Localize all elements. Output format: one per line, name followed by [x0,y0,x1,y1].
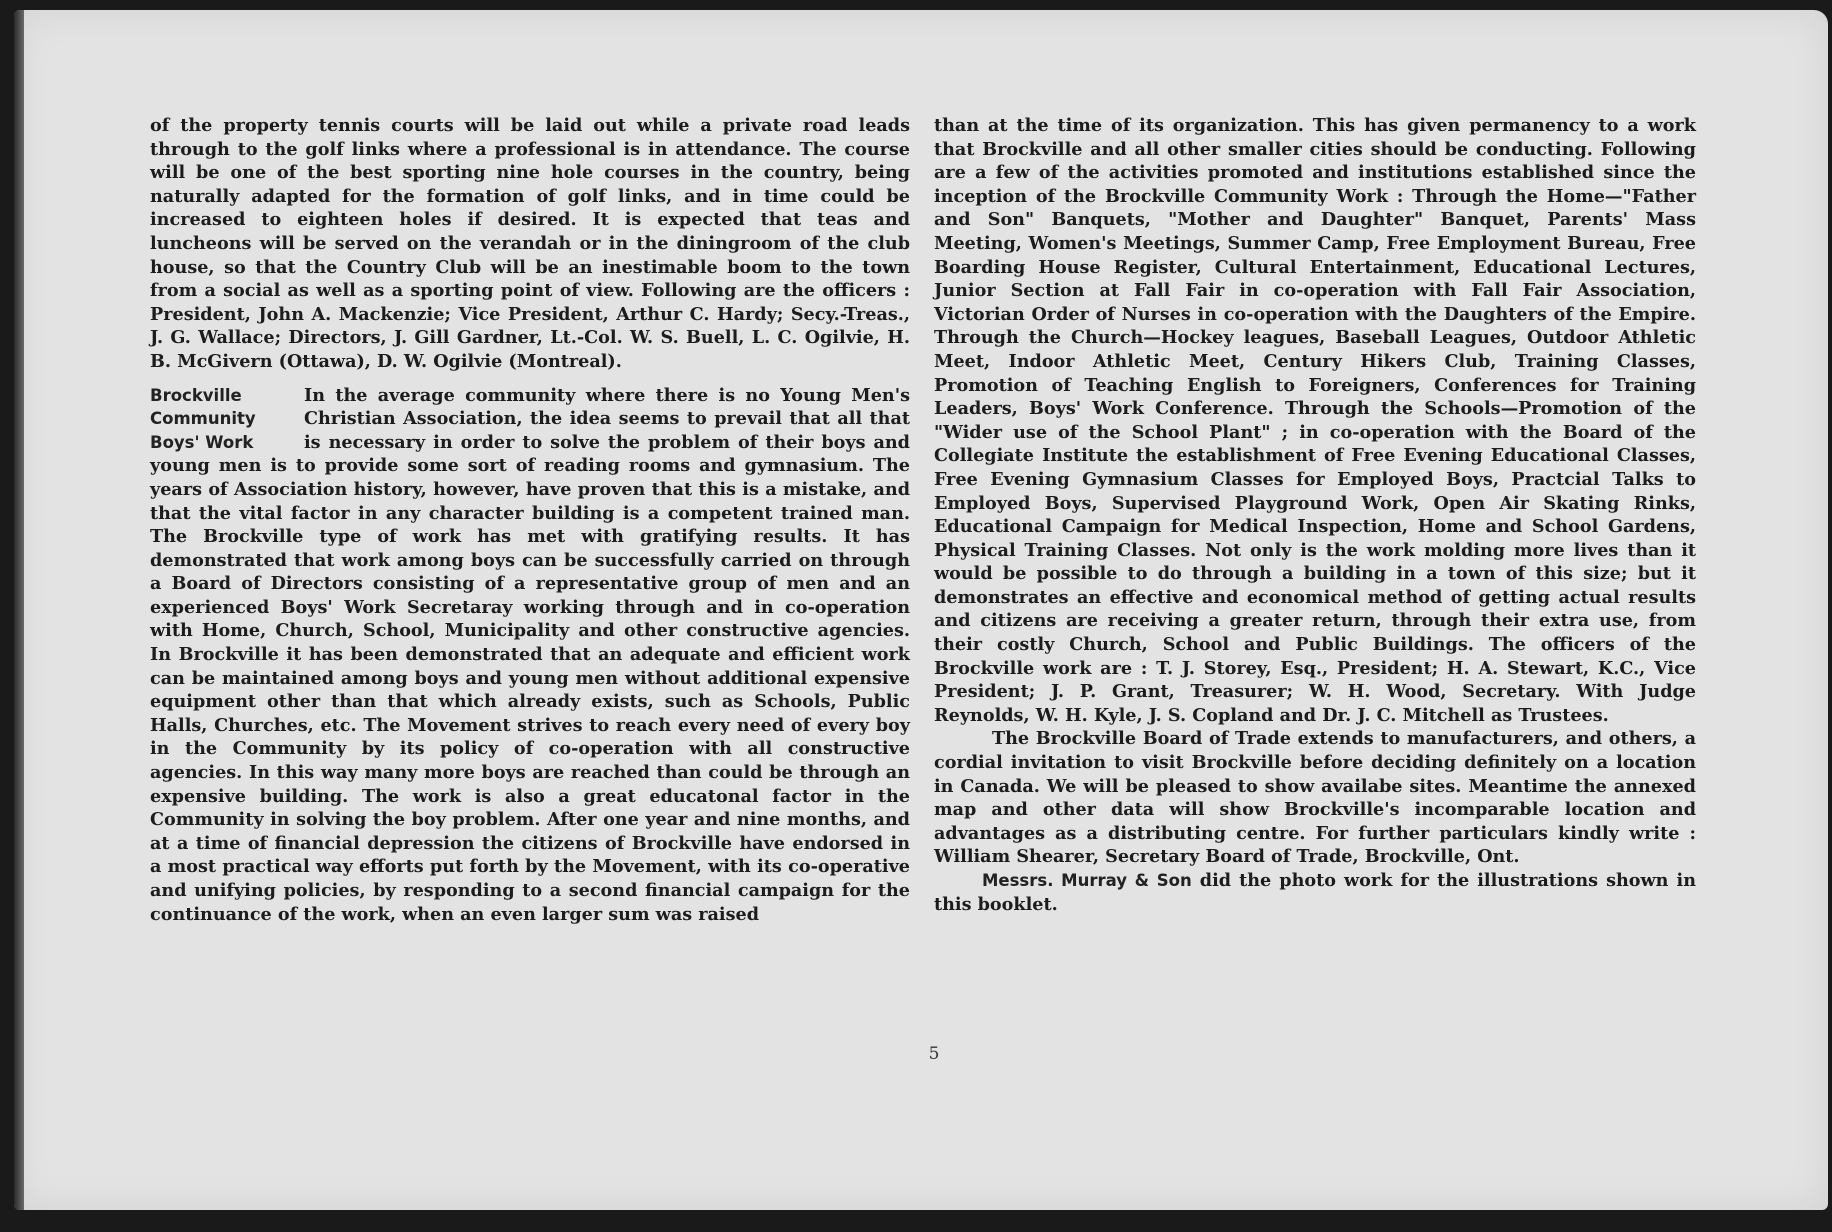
photo-credit-text: did the photo work for the illustrations shown in this booklet. [934,870,1696,915]
section-side-heading [150,384,300,455]
booklet-page [14,10,1828,1210]
side-heading-line: Boys' Work [150,432,254,452]
boys-work-paragraph: In the average community where there is no Young Men's Christian Association, the idea seems to prevail that all that is necessary in order to solve the problem of their boys and young men is to provide some sort of reading rooms and gymnasium. The years of Association history, however, have proven that this is a mistake, and that the vital factor in any character building is a competent trained man. The Brockville type of work has met with gratifying results. It has demonstrated that work among boys can be successfully carried on through a Board of Directors consisting of a representative group of men and an experienced Boys' Work Secretaray working through and in co-operation with Home, Church, School, Municipality and other constructive agencies. In Brockville it has been demonstrated that an adequate and efficient work can be maintained among boys and young men without additional expensive equipment other than that which already exists, such as Schools, Public Halls, Churches, etc. The Movement strives to reach every need of every boy in the Community by its policy of co-operation with all constructive agencies. In this way many more boys are reached than could be through an expensive building. The work is also a great educatonal factor in the Community in solving the boy problem. After one year and nine months, and at a time of financial depression the citizens of Brockville have endorsed in a most practical way efforts put forth by the Movement, with its co-operative and unifying policies, by responding to a second financial campaign for the continuance of the work, when an even larger sum was raised [150,384,910,925]
page-number: 5 [928,1044,940,1064]
activities-paragraph: than at the time of its organization. This has given permanency to a work that Brockville and all other smaller cities should be conducting. Following are a few of the activities promoted and institutions established since the inception of the Brockville Community Work : Through the Home—"Father and Son" Banquets, "Mother and Daughter" Banquet, Parents' Mass Meeting, Women's Meetings, Summer Camp, Free Employment Bureau, Free Boarding House Register, Cultural Entertainment, Educational Lectures, Junior Section at Fall Fair in co-operation with Fall Fair Association, Victorian Order of Nurses in co-operation with the Daughters of the Empire. Through the Church—Hockey leagues, Baseball Leagues, Outdoor Athletic Meet, Indoor Athletic Meet, Century Hikers Club, Training Classes, Promotion of Teaching English to Foreigners, Conferences for Training Leaders, Boys' Work Conference. Through the Schools—Promotion of the "Wider use of the School Plant" ; in co-operation with the Board of the Collegiate Institute the establishment of Free Evening Educational Classes, Free Evening Gymnasium Classes for Employed Boys, Practcial Talks to Employed Boys, Supervised Playground Work, Open Air Skating Rinks, Educational Campaign for Medical Inspection, Home and School Gardens, Physical Training Classes. Not only is the work molding more lives than it would be possible to do through a building in a town of this size; but it demonstrates an effective and economical method of getting actual results and citizens are receiving a greater return, through their extra use, from their costly Church, School and Public Buildings. The officers of the Brockville work are : T. J. Storey, Esq., President; H. A. Stewart, K.C., Vice President; J. P. Grant, Treasurer; W. H. Wood, Secretary. With Judge Reynolds, W. H. Kyle, J. S. Copland and Dr. J. C. Mitchell as Trustees. [934,115,1696,726]
country-club-paragraph: of the property tennis courts will be laid out while a private road leads through to the golf links where a professional is in attendance. The course will be one of the best sporting nine hole courses in the country, being naturally adapted for the formation of golf links, and in time could be increased to eighteen holes if desired. It is expected that teas and luncheons will be served on the verandah or in the diningroom of the club house, so that the Country Club will be an inestimable boom to the town from a social as well as a sporting point of view. Following are the officers : President, John A. Mackenzie; Vice President, Arthur C. Hardy; Secy.-Treas., J. G. Wallace; Directors, J. Gill Gardner, Lt.-Col. W. S. Buell, L. C. Ogilvie, H. B. McGivern (Ottawa), D. W. Ogilvie (Montreal). [150,115,910,372]
left-column [150,114,910,926]
board-of-trade-paragraph: The Brockville Board of Trade extends to manufacturers, and others, a cordial invitation to visit Brockville before deciding definitely on a location in Canada. We will be pleased to show availabe sites. Meantime the annexed map and other data will show Brockville's incomparable location and advantages as a distributing centre. For further particulars kindly write : William Shearer, Secretary Board of Trade, Brockville, Ont. [934,728,1696,868]
boys-work-section [150,384,910,927]
photo-credit-name: Messrs. Murray & Son [982,871,1192,890]
right-column [934,114,1696,916]
page-spine [14,10,24,1210]
side-heading-line: Brockville [150,385,242,405]
photo-credit [934,869,1696,916]
side-heading-line: Community [150,409,256,429]
